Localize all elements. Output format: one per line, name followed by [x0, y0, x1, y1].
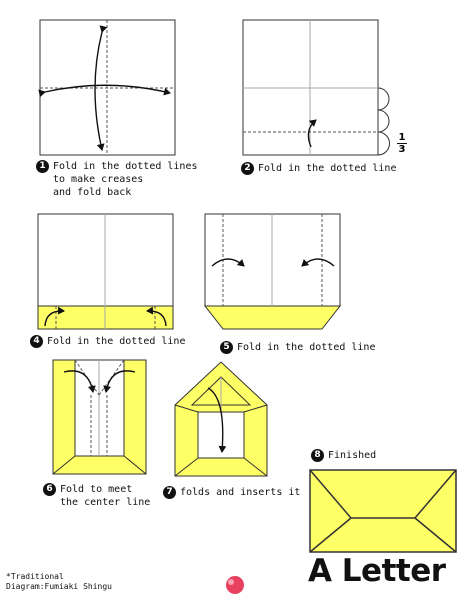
- step-2-number: 2: [241, 162, 254, 175]
- step-7-number: 7: [163, 486, 176, 499]
- step-5-label: [220, 341, 375, 354]
- step2-figure: [243, 20, 390, 155]
- step7-figure: [175, 362, 267, 476]
- step-1-label: [36, 160, 198, 199]
- seal-stamp: [226, 576, 244, 594]
- step-8-line-1: Finished: [328, 450, 377, 461]
- step-1-line-2: to make creases: [53, 174, 144, 185]
- step-1-line-1: Fold in the dotted lines: [53, 161, 198, 172]
- step4-figure: [38, 214, 173, 329]
- credit: [6, 572, 112, 592]
- thirds-scallop: [378, 88, 390, 155]
- fraction-numerator: 1: [398, 132, 406, 143]
- fraction-denominator: 3: [398, 144, 406, 155]
- credit-designer: Diagram:Fumiaki Shingu: [6, 582, 112, 591]
- step-4-number: 4: [30, 335, 43, 348]
- step-7-line-1: folds and inserts it: [180, 487, 301, 498]
- step-4-line-1: Fold in the dotted line: [47, 336, 186, 347]
- step-8-number: 8: [311, 449, 324, 462]
- step-5-number: 5: [220, 341, 233, 354]
- page-title: A Letter: [308, 553, 446, 589]
- step-4-label: [30, 335, 185, 348]
- step-8-label: [311, 449, 376, 462]
- step-2-label: [241, 162, 396, 175]
- step-6-line-2: the center line: [60, 497, 151, 508]
- finished-envelope: [310, 470, 456, 552]
- credit-traditional: *Traditional: [6, 572, 64, 581]
- step5-figure: [205, 214, 340, 329]
- step6-figure: [53, 360, 146, 474]
- step1-figure: [40, 20, 175, 155]
- step-2-line-1: Fold in the dotted line: [258, 163, 397, 174]
- step-6-line-1: Fold to meet: [60, 484, 133, 495]
- step-5-line-1: Fold in the dotted line: [237, 342, 376, 353]
- step-7-label: [163, 486, 300, 499]
- step-6-label: [43, 483, 150, 509]
- thirds-fraction: [396, 132, 408, 155]
- step-6-number: 6: [43, 483, 56, 496]
- step-1-number: 1: [36, 160, 49, 173]
- step-1-line-3: and fold back: [53, 187, 132, 198]
